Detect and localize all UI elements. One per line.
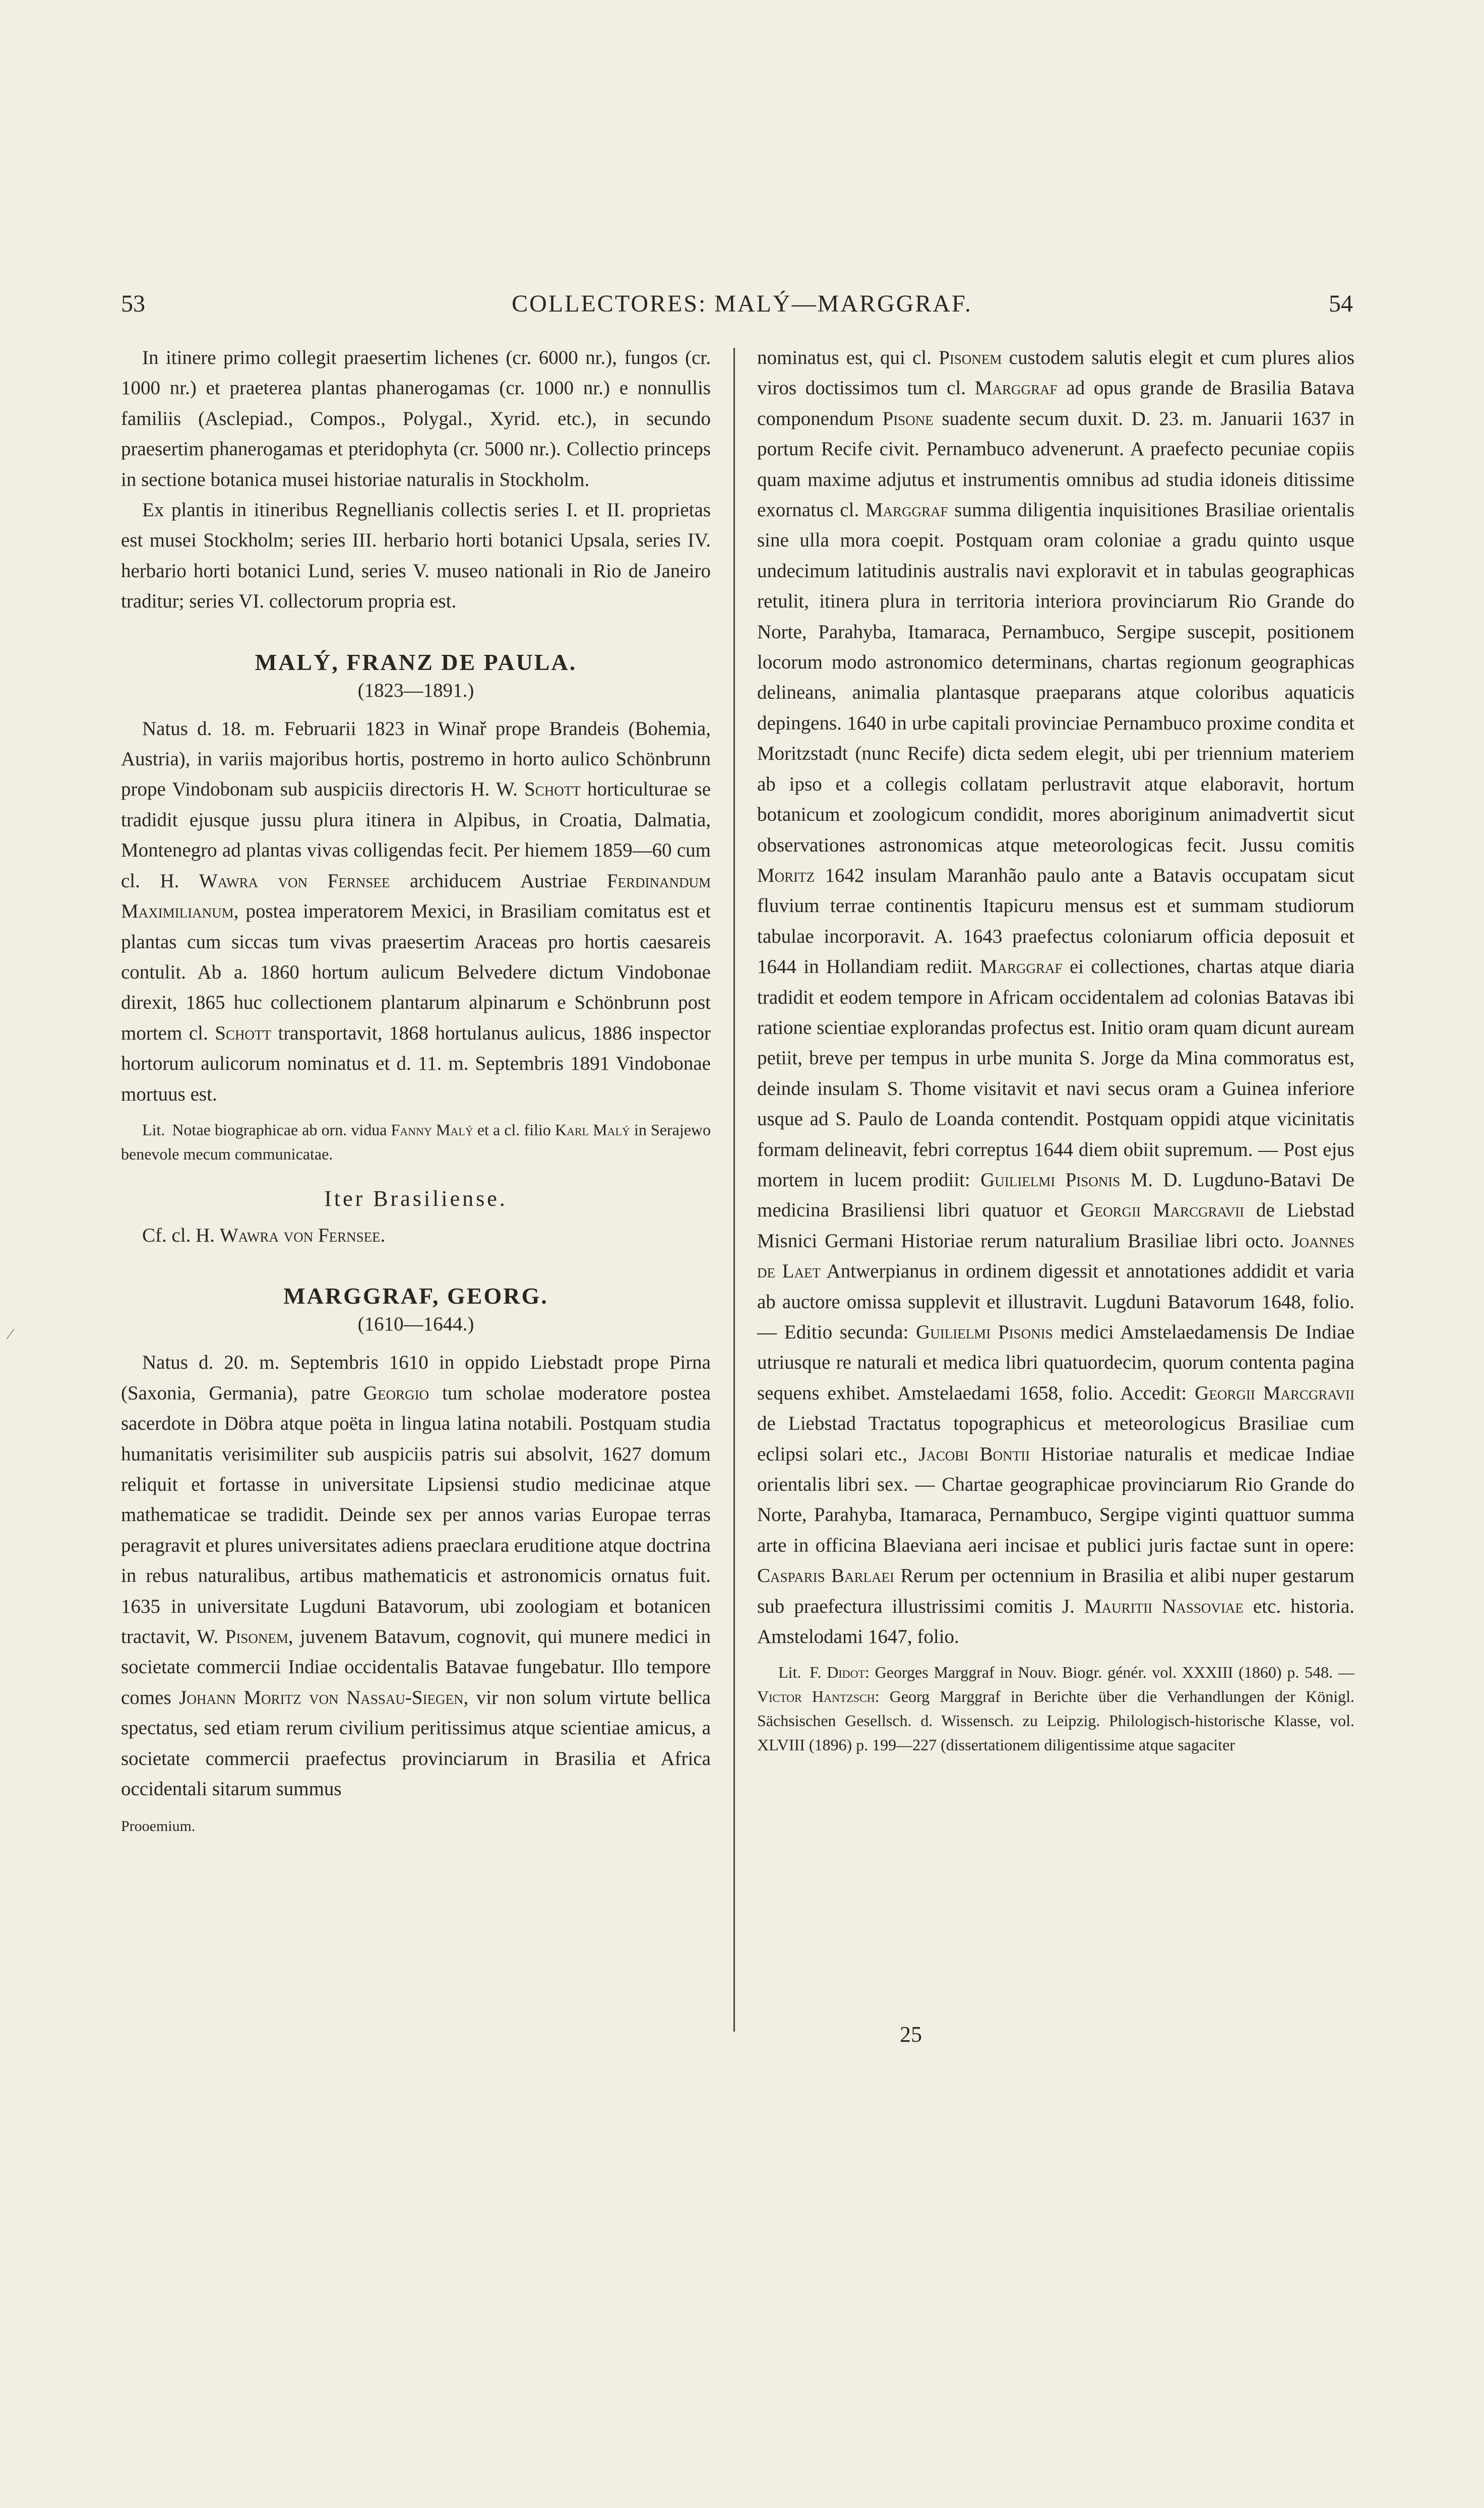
iter-heading: Iter Brasiliense. (324, 1186, 508, 1211)
column-divider (733, 348, 735, 2032)
paragraph-maly-biography: Natus d. 18. m. Februarii 1823 in Winař prope Brandeis (Bohemia, Austria), in variis majoribus hortis, postremo in horto aulico Schönbrunn prope Vindobonam sub auspiciis directoris H. W. Schott horticulturae se tradidit ejusque jussu plura itinera in Alpibus, in Croatia, Dalmatia, Montenegro ad plantas vivas colligendas fecit. Per hiemem 1859—60 cum cl. H. Wawra von Fernsee archiducem Austriae Ferdinandum Maximilianum, postea imperatorem Mexici, in Brasiliam comitatus est et plantas cum siccas tum vivas praesertim Araceas pro hortis caesareis contulit. Ab a. 1860 hortum aulicum Belvedere dictum Vindobonae direxit, 1865 huc collectionem plantarum alpinarum e Schönbrunn post mortem cl. Schott transportavit, 1868 hortulanus aulicus, 1886 inspector hortorum aulicorum nominatus et d. 11. m. Septembris 1891 Vindobonae mortuus est. (121, 717, 711, 1105)
paragraph: In itinere primo collegit praesertim lichenes (cr. 6000 nr.), fungos (cr. 1000 nr.) et praeterea plantas phanerogamas (cr. 1000 nr.) e nonnullis familiis (Asclepiad., Compos., Polygal., Xyrid. etc.), in secundo praesertim phanerogamas et pteridophyta (cr. 5000 nr.). Collectio princeps in sectione botanica musei historiae naturalis in Stockholm. (121, 347, 711, 491)
literature-note-marggraf: Lit. F. Didot: Georges Marggraf in Nouv. Biogr. génér. vol. XXXIII (1860) p. 548. — Victor Hantzsch: Georg Marggraf in Berichte über die Verhandlungen der Königl. Sächsischen Gesellsch. d. Wissensch. zu Leipzig. Philologisch-historische Klasse, vol. XLVIII (1896) p. 199—227 (dissertationem diligentissime atque sagaciter (757, 1663, 1355, 1754)
page-number-left: 53 (121, 290, 145, 317)
page-footer-number: 25 (900, 2022, 922, 2047)
signature-mark: Prooemium. (121, 1818, 196, 1835)
running-header (0, 290, 1484, 325)
paragraph-marggraf-continued: nominatus est, qui cl. Pisonem custodem salutis elegit et cum plures alios viros doctissimos tum cl. Marggraf ad opus grande de Brasilia Batava componendum Pisone suadente secum duxit. D. 23. m. Januarii 1637 in portum Recife civit. Pernambuco advenerunt. A praefecto pecuniae copiis quam maxime adjutus et instrumentis omnibus ad studia idoneis ditissime exornatus cl. Marggraf summa diligentia inquisitiones Brasiliae orientalis sine ulla mora coepit. Postquam oram coloniae a gradu quinto usque undecimum latitudinis australis navi exploravit et in tabulas geographicas retulit, itinera plura in territoria interiora provinciarum Rio Grande do Norte, Parahyba, Itamaraca, Pernambuco, Sergipe suscepit, positionem locorum modo astronomico determinans, chartas regionum geographicas delineans, animalia plantasque praeparans atque coloribus aquaticis depingens. 1640 in urbe capitali provinciae Pernambuco proxime condita et Moritzstadt (nunc Recife) dicta sedem elegit, ubi per triennium materiem ab ipso et a collegis collatam perlustravit atque elaboravit, hortum botanicum et zoologicum condidit, mores aboriginum animadvertit sicut observationes astronomicas atque meteorologicas fecit. Jussu comitis Moritz 1642 insulam Maranhão paulo ante a Batavis occupatam sicut fluvium terrae continentis Itapicuru mensus est et summam studiorum tabulae incorporavit. A. 1643 praefectus coloniarum officia deposuit et 1644 in Hollandiam rediit. Marggraf ei collectiones, chartas atque diaria tradidit et eodem tempore in Africam occidentalem ad colonias Batavas ibi ratione scientiae explorandas profectus est. Initio oram quam dicunt auream petiit, breve per tempus in urbe munita S. Jorge da Mina commoratus est, deinde insulam S. Thome visitavit et navi secus oram a Guinea inferiore usque ad S. Paulo de Loanda contendit. Postquam oppidi atque vicinitatis formam delineavit, febri correptus 1644 diem obiit supremum. — Post ejus mortem in lucem prodiit: Guilielmi Pisonis M. D. Lugduno-Batavi De medicina Brasiliensi libri quatuor et Georgii Marcgravii de Liebstad Misnici Germani Historiae rerum naturalium Brasiliae libri octo. Joannes de Laet Antwerpianus in ordinem digessit et annotationes addidit et varia ab auctore omissa supplevit et illustravit. Lugduni Batavorum 1648, folio. — Editio secunda: Guilielmi Pisonis medici Amstelaedamensis De Indiae utriusque re naturali et medica libri quatuordecim, quorum contenta pagina sequens exhibet. Amstelaedami 1658, folio. Accedit: Georgii Marcgravii de Liebstad Tractatus topographicus et meteorologicus Brasiliae cum eclipsi solari etc., Jacobi Bontii Historiae naturalis et medicae Indiae orientalis libri sex. — Chartae geographicae provinciarum Rio Grande do Norte, Parahyba, Itamaraca, Pernambuco, Sergipe viginti quattuor summa arte in officina Blaeviana aeri incisae et publici juris factae sunt in opere: Casparis Barlaei Rerum per octennium in Brasilia et alibi nuper gestarum sub praefectura illustrissimi comitis J. Mauritii Nassoviae etc. historia. Amstelodami 1647, folio. (757, 347, 1355, 1648)
entry-dates-marggraf: (1610—1644.) (357, 1313, 474, 1335)
literature-note-maly: Lit. Notae biographicae ab orn. vidua Fanny Malý et a cl. filio Karl Malý in Serajewo benevole mecum communicatae. (121, 1120, 711, 1163)
paragraph: Ex plantis in itineribus Regnellianis collectis series I. et II. proprietas est musei Stockholm; series III. herbario horti botanici Upsala, series IV. herbario horti botanici Lund, series V. museo nationali in Rio de Janeiro traditur; series VI. collectorum propria est. (121, 499, 711, 613)
running-title: COLLECTORES: MALÝ—MARGGRAF. (512, 290, 972, 317)
entry-dates-maly: (1823—1891.) (357, 679, 474, 701)
right-column (757, 343, 1354, 1757)
margin-mark: ⁄ (9, 1326, 12, 1342)
entry-heading-marggraf: MARGGRAF, GEORG. (283, 1283, 548, 1309)
paragraph-marggraf-biography: Natus d. 20. m. Septembris 1610 in oppido Liebstadt prope Pirna (Saxonia, Germania), patre Georgio tum scholae moderatore postea sacerdote in Döbra atque poëta in lingua latina notabili. Postquam studia humanitatis verisimiliter sub auspiciis patris sui absolvit, 1627 domum reliquit et fortasse in universitate Lipsiensi studio medicinae atque mathematicae se tradidit. Deinde sex per annos varias Europae terras peragravit et plures universitates adiens praeclara eruditione atque doctrina in rebus naturalibus, artibus mathematicis et astronomicis ornatus fuit. 1635 in universitate Lugduni Batavorum, ubi zoologiam et botanicen tractavit, W. Pisonem, juvenem Batavum, cognovit, qui munere medici in societate commercii Indiae occidentalis Batavae fungebatur. Illo tempore comes Johann Moritz von Nassau-Siegen, vir non solum virtute bellica spectatus, sed etiam rerum civilium peritissimus atque scientiae amicus, a societate commercii praefectus provinciarum in Brasilia et Africa occidentali sitarum summus (121, 1352, 711, 1800)
entry-heading-maly: MALÝ, FRANZ DE PAULA. (255, 649, 577, 675)
cross-reference: Cf. cl. H. Wawra von Fernsee. (142, 1224, 386, 1246)
left-column (121, 343, 711, 1842)
page-number-right: 54 (1329, 290, 1353, 317)
